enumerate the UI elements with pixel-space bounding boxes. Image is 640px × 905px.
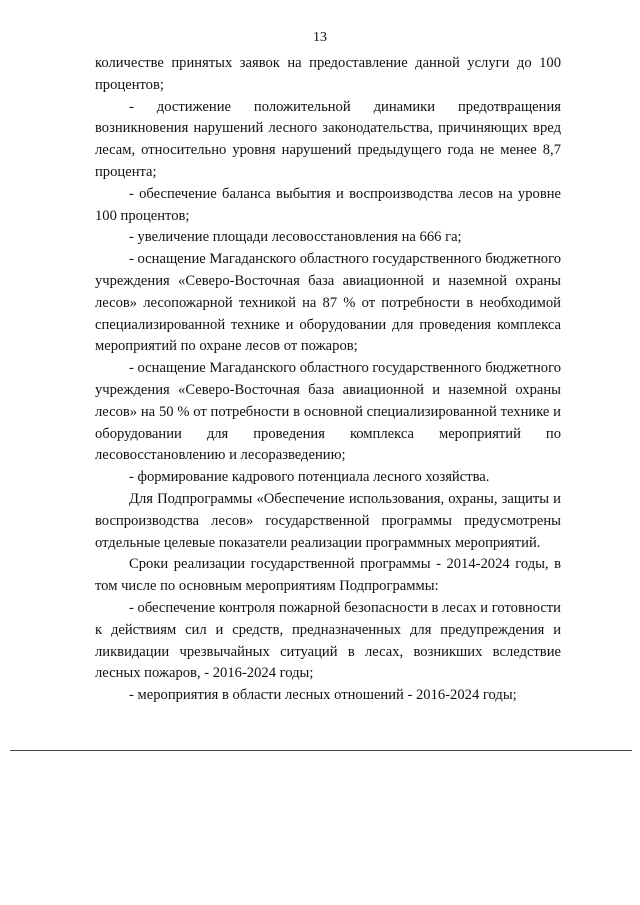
paragraph-timeframe: Сроки реализации государственной программы - 2014-2024 годы, в том числе по основным мероприятиям Подпрограммы:: [95, 556, 561, 595]
list-item-personnel: - формирование кадрового потенциала лесного хозяйства.: [129, 469, 490, 486]
footer-divider: [10, 750, 632, 751]
paragraph-subprogram-indicators: Для Подпрограммы «Обеспечение использования, охраны, защиты и воспроизводства лесов» государственной программы предусмотрены отдельные целевые показатели реализации программных мероприятий.: [95, 490, 561, 551]
list-item-reforestation-equipment: - оснащение Магаданского областного государственного бюджетного учреждения «Северо-Восточная база авиационной и наземной охраны лесов» на 50 % от потребности в основной специализированной технике и оборудовании для проведения комплекса мероприятий по лесовосстановлению и лесоразведению;: [95, 360, 561, 464]
page-number: 13: [313, 30, 327, 45]
list-item-fire-control: - обеспечение контроля пожарной безопасности в лесах и готовности к действиям сил и средств, предназначенных для предупреждения и ликвидации чрезвычайных ситуаций в лесах, возникших вследствие лесных пожаров, - 2016-2024 годы;: [95, 599, 561, 682]
list-item-fire-equipment: - оснащение Магаданского областного государственного бюджетного учреждения «Северо-Восточная база авиационной и наземной охраны лесов» лесопожарной техникой на 87 % от потребности в необходимой специализированной технике и оборудовании для проведения комплекса мероприятий по охране лесов от пожаров;: [95, 251, 561, 355]
paragraph-continuation: количестве принятых заявок на предоставление данной услуги до 100 процентов;: [95, 55, 561, 93]
list-item-forest-balance: - обеспечение баланса выбытия и воспроизводства лесов на уровне 100 процентов;: [95, 185, 561, 224]
list-item-forest-relations: - мероприятия в области лесных отношений - 2016-2024 годы;: [129, 687, 517, 704]
list-item-violations: - достижение положительной динамики предотвращения возникновения нарушений лесного законодательства, причиняющих вред лесам, относительно уровня нарушений предыдущего года не менее 8,7 процента;: [95, 98, 561, 180]
document-body: [95, 53, 561, 707]
list-item-reforestation-area: - увеличение площади лесовосстановления на 666 га;: [129, 229, 462, 246]
